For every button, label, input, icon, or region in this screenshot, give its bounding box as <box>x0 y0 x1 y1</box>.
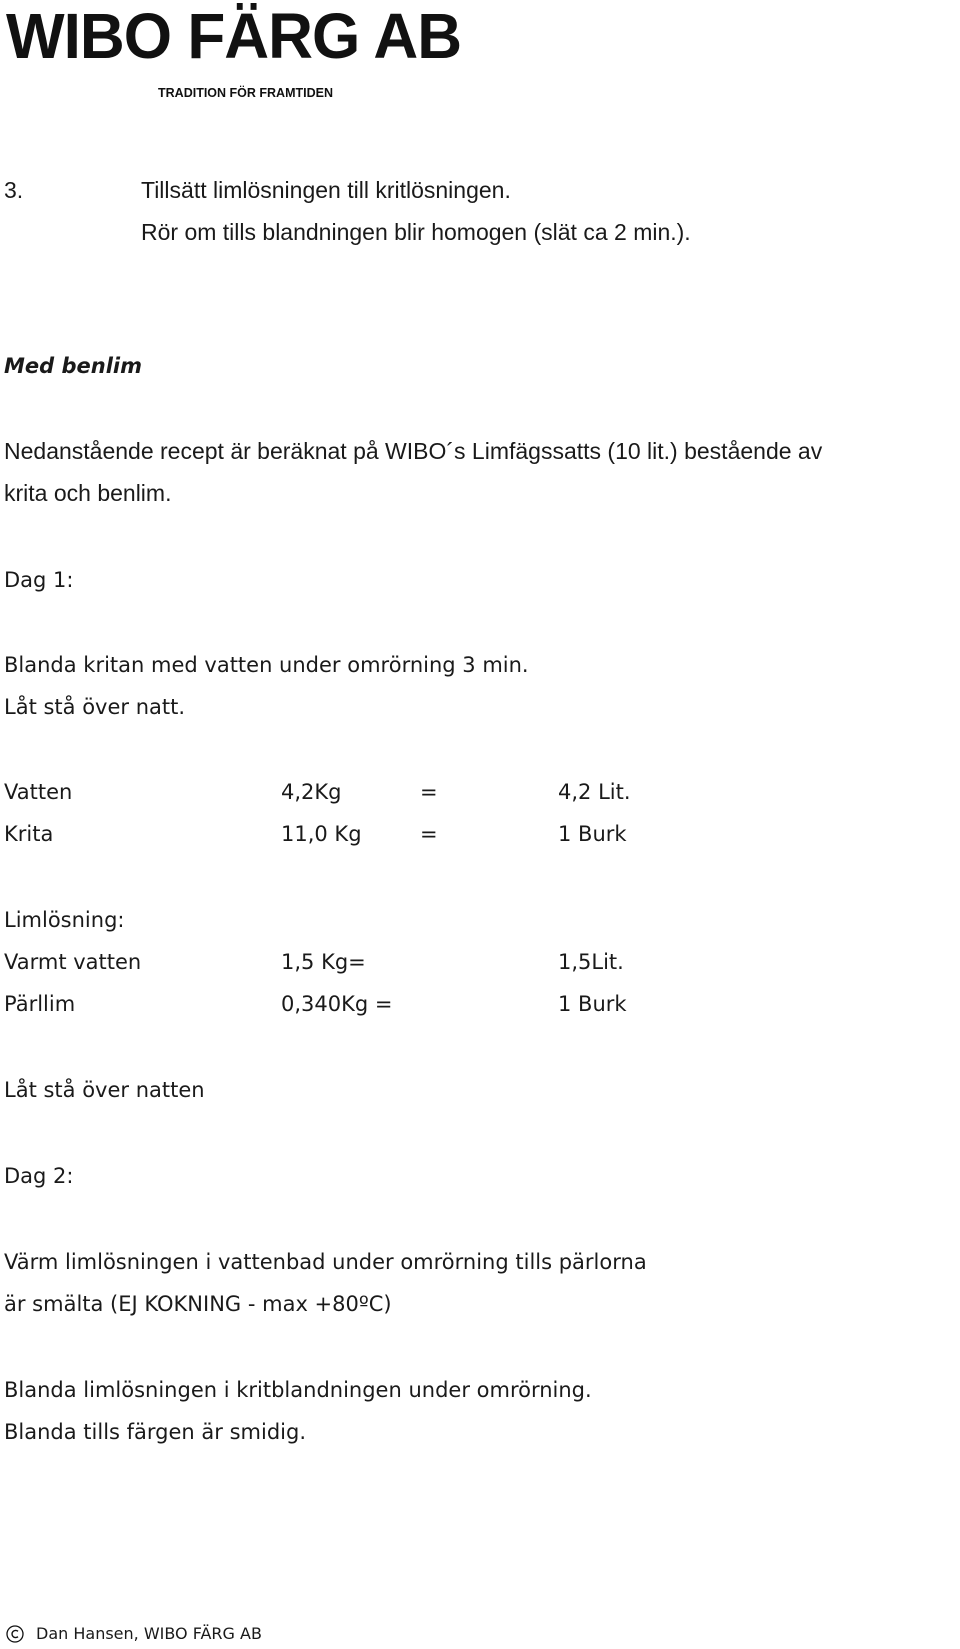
table-cell-amount: 0,340Kg = <box>281 992 393 1016</box>
company-logo <box>6 0 496 104</box>
table-cell-equals: = <box>420 780 438 804</box>
day1-line-2: Låt stå över natt. <box>4 695 186 719</box>
table-cell-name: Krita <box>4 822 54 846</box>
day2-label: Dag 2: <box>4 1164 74 1188</box>
day1-line-1: Blanda kritan med vatten under omrörning 3 min. <box>4 653 529 677</box>
limlosning-label: Limlösning: <box>4 908 125 932</box>
section-heading: Med benlim <box>4 354 142 378</box>
day2-line-2: är smälta (EJ KOKNING - max +80ºC) <box>4 1292 392 1316</box>
intro-line-2: krita och benlim. <box>4 480 172 506</box>
table-cell-result: 1 Burk <box>558 992 627 1016</box>
table-cell-amount: 4,2Kg <box>281 780 342 804</box>
logo-text: WIBO FÄRG AB <box>6 0 462 72</box>
limlosning-note: Låt stå över natten <box>4 1078 205 1102</box>
table-cell-name: Varmt vatten <box>4 950 142 974</box>
day2-line-3: Blanda limlösningen i kritblandningen under omrörning. <box>4 1378 592 1402</box>
step-line-1: Tillsätt limlösningen till kritlösningen. <box>141 177 511 203</box>
intro-line-1: Nedanstående recept är beräknat på WIBO´s Limfägssatts (10 lit.) bestående av <box>4 438 823 464</box>
day1-label: Dag 1: <box>4 568 74 592</box>
table-cell-equals: = <box>420 822 438 846</box>
copyright-icon <box>6 1625 24 1643</box>
table-cell-result: 1,5Lit. <box>558 950 624 974</box>
table-cell-result: 4,2 Lit. <box>558 780 631 804</box>
step-line-2: Rör om tills blandningen blir homogen (slät ca 2 min.). <box>141 219 691 245</box>
day2-line-1: Värm limlösningen i vattenbad under omrörning tills pärlorna <box>4 1250 647 1274</box>
table-cell-amount: 11,0 Kg <box>281 822 362 846</box>
day2-line-4: Blanda tills färgen är smidig. <box>4 1420 306 1444</box>
logo-tagline: TRADITION FÖR FRAMTIDEN <box>158 86 333 100</box>
table-cell-amount: 1,5 Kg= <box>281 950 366 974</box>
table-cell-name: Pärllim <box>4 992 76 1016</box>
footer-text: Dan Hansen, WIBO FÄRG AB <box>36 1624 262 1643</box>
table-cell-name: Vatten <box>4 780 73 804</box>
step-number: 3. <box>4 177 24 203</box>
table-cell-result: 1 Burk <box>558 822 627 846</box>
